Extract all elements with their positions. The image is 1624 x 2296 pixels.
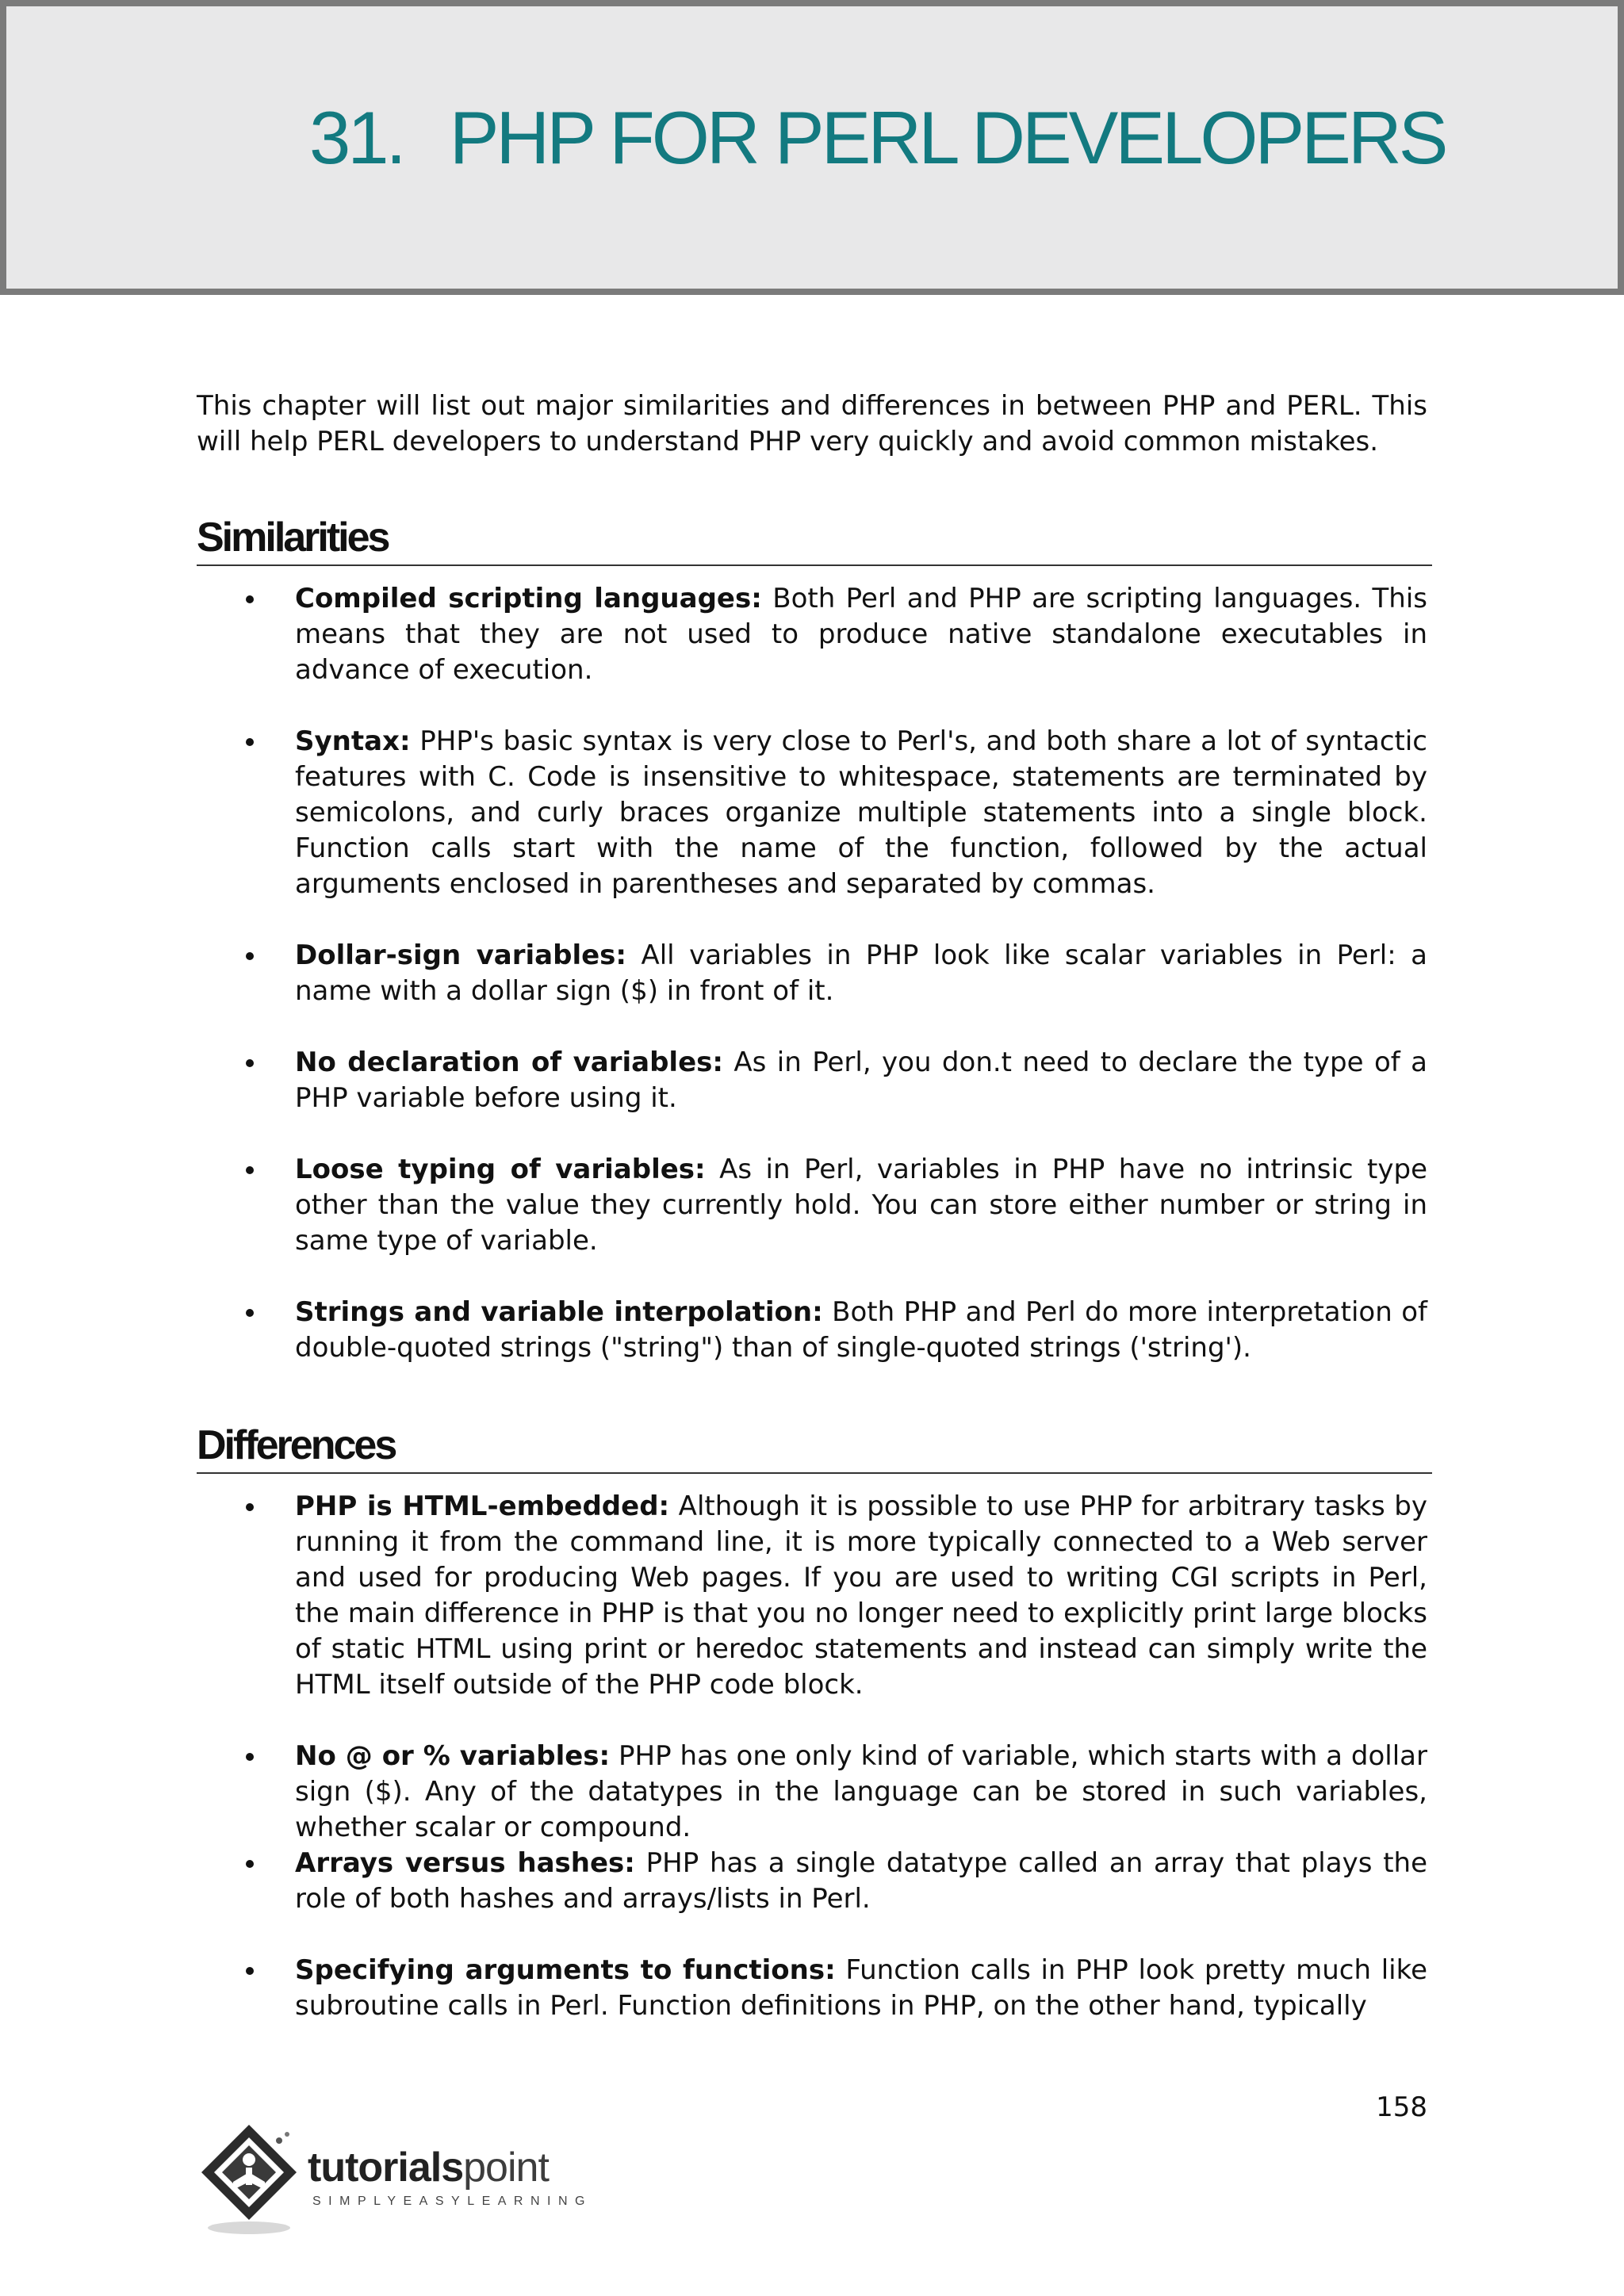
bullet-icon [246, 1967, 254, 1975]
item-term: Strings and variable interpolation: [295, 1296, 823, 1328]
chapter-title [309, 90, 1445, 186]
logo-tagline: SIMPLYEASYLEARNING [312, 2195, 592, 2208]
list-item [197, 581, 1427, 688]
item-text: As in Perl, you don.t need to declare the type of a PHP variable before using it. [295, 1047, 1427, 1114]
item-term: Loose typing of variables: [295, 1154, 706, 1185]
list-item [197, 724, 1427, 902]
bullet-icon [246, 1860, 254, 1868]
list-item [197, 1152, 1427, 1259]
chapter-title-text: PHP FOR PERL DEVELOPERS [449, 96, 1446, 179]
tutorialspoint-logo [197, 2120, 609, 2239]
list-item [197, 1295, 1427, 1366]
item-term: Arrays versus hashes: [295, 1847, 635, 1879]
bullet-icon [246, 595, 254, 603]
logo-diamond-icon [197, 2120, 308, 2239]
logo-word-tutorials: tutorials [308, 2145, 464, 2191]
bullet-icon [246, 952, 254, 960]
logo-word-point: point [463, 2145, 549, 2191]
differences-heading: Differences [197, 1420, 1432, 1474]
item-text: PHP has one only kind of variable, which starts with a dollar sign ($). Any of the datatypes in the language can be stored in such variables, whether scalar or compound. [295, 1740, 1427, 1843]
differences-list [197, 1489, 1427, 2060]
chapter-number: 31. [309, 96, 404, 179]
logo-wordmark [308, 2144, 549, 2191]
intro-paragraph: This chapter will list out major similarities and differences in between PHP and PERL. This will help PERL developers to understand PHP very quickly and avoid common mistakes. [197, 390, 1427, 457]
list-item [197, 1739, 1427, 1846]
similarities-heading: Similarities [197, 512, 1432, 566]
item-text: As in Perl, variables in PHP have no intrinsic type other than the value they currently hold. You can store either number or string in same type of variable. [295, 1154, 1427, 1257]
list-item [197, 1846, 1427, 1917]
bullet-icon [246, 738, 254, 746]
item-text: Function calls in PHP look pretty much like subroutine calls in Perl. Function definitions in PHP, on the other hand, typically [295, 1954, 1427, 2022]
bullet-icon [246, 1166, 254, 1174]
bullet-icon [246, 1309, 254, 1317]
item-text: Both PHP and Perl do more interpretation of double-quoted strings ("string") than of single-quoted strings ('string'). [295, 1296, 1427, 1364]
item-term: Dollar-sign variables: [295, 939, 626, 971]
item-text: Although it is possible to use PHP for arbitrary tasks by running it from the command line, it is more typically connected to a Web server and used for producing Web pages. If you are used to writing CGI scripts in Perl, the main difference in PHP is that you no longer need to explicitly print large blocks of static HTML using print or heredoc statements and instead can simply write the HTML itself outside of the PHP code block. [295, 1490, 1427, 1701]
chapter-header [0, 0, 1624, 295]
list-item [197, 938, 1427, 1009]
item-term: No @ or % variables: [295, 1740, 611, 1772]
list-item [197, 1953, 1427, 2024]
item-text: PHP has a single datatype called an array that plays the role of both hashes and arrays/lists in Perl. [295, 1847, 1427, 1915]
item-term: Syntax: [295, 725, 411, 757]
item-text: Both Perl and PHP are scripting languages. This means that they are not used to produce native standalone executables in advance of execution. [295, 583, 1427, 686]
item-term: Compiled scripting languages: [295, 583, 762, 614]
item-text: All variables in PHP look like scalar variables in Perl: a name with a dollar sign ($) in front of it. [295, 939, 1427, 1007]
list-item [197, 1489, 1427, 1703]
item-term: Specifying arguments to functions: [295, 1954, 836, 1986]
page-number: 158 [1376, 2091, 1427, 2123]
bullet-icon [246, 1503, 254, 1511]
bullet-icon [246, 1059, 254, 1067]
bullet-icon [246, 1753, 254, 1761]
item-text: PHP's basic syntax is very close to Perl's, and both share a lot of syntactic features with C. Code is insensitive to whitespace, statements are terminated by semicolons, and curly braces organize multiple statements into a single block. Function calls start with the name of the function, followed by the actual arguments enclosed in parentheses and separated by commas. [295, 725, 1427, 900]
similarities-list [197, 581, 1427, 1402]
list-item [197, 1045, 1427, 1116]
item-term: No declaration of variables: [295, 1047, 723, 1078]
item-term: PHP is HTML-embedded: [295, 1490, 670, 1522]
